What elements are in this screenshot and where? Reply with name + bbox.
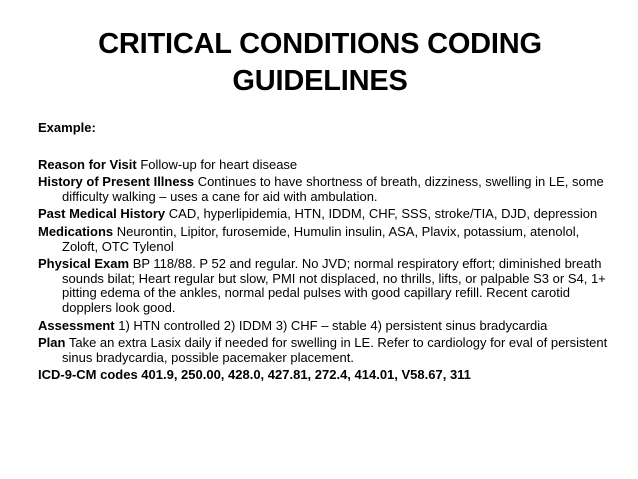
entry-label: Physical Exam — [38, 256, 130, 272]
entry-plan — [38, 336, 610, 365]
slide-title: CRITICAL CONDITIONS CODING GUIDELINES — [98, 28, 542, 97]
entry-history-of-present-illness — [38, 175, 610, 204]
entry-text: Continues to have shortness of breath, dizziness, swelling in LE, some difficulty walking – uses a cane for aid with ambulation. — [62, 174, 604, 204]
example-label: Example: — [38, 120, 96, 135]
entry-physical-exam — [38, 257, 610, 315]
entry-label: Plan — [38, 335, 66, 351]
entry-label: Past Medical History — [38, 206, 166, 222]
entry-text: Follow-up for heart disease — [140, 156, 298, 172]
entry-label: Medications — [38, 223, 114, 239]
entry-medications — [38, 225, 610, 254]
entry-past-medical-history — [38, 207, 610, 222]
entry-label: Reason for Visit — [38, 156, 137, 172]
entry-assessment — [38, 319, 610, 334]
slide-body — [38, 121, 610, 383]
entry-label: History of Present Illness — [38, 174, 195, 190]
entry-label: Assessment — [38, 317, 115, 333]
icd-codes-line: ICD-9-CM codes 401.9, 250.00, 428.0, 427.81, 272.4, 414.01, V58.67, 311 — [38, 367, 471, 383]
entry-text: 1) HTN controlled 2) IDDM 3) CHF – stable 4) persistent sinus bradycardia — [118, 317, 548, 333]
entry-text: Take an extra Lasix daily if needed for swelling in LE. Refer to cardiology for eval of persistent sinus bradycardia, possible pacemaker placement. — [62, 335, 608, 365]
entry-text: CAD, hyperlipidemia, HTN, IDDM, CHF, SSS, stroke/TIA, DJD, depression — [168, 206, 598, 222]
entry-reason-for-visit — [38, 158, 610, 173]
entry-text: BP 118/88. P 52 and regular. No JVD; normal respiratory effort; diminished breath sounds bilat; Heart regular but slow, PMI not displaced, no thrills, lifts, or palpable S3 or S4, 1+ pitting edema of the ankles, normal pedal pulses with good capillary refill. Recent carotid dopplers look good. — [62, 256, 606, 315]
entry-text: Neurontin, Lipitor, furosemide, Humulin insulin, ASA, Plavix, potassium, atenolol, Zoloft, OTC Tylenol — [62, 223, 580, 254]
